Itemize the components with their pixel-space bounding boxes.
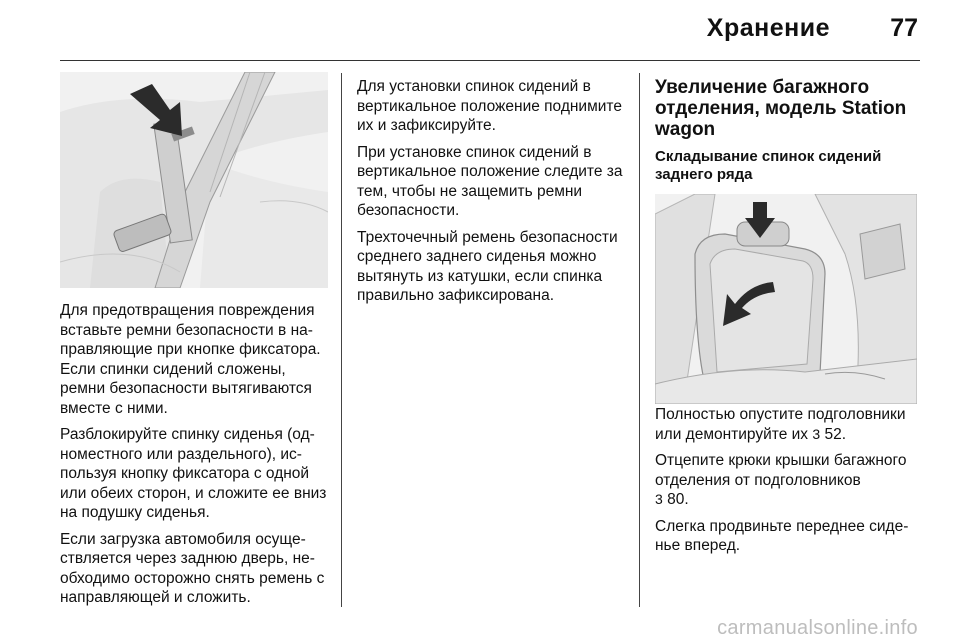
watermark: carmanualsonline.info (717, 617, 918, 639)
fold-seat-backrest-illustration (655, 194, 917, 404)
column-2-text (357, 77, 627, 313)
page-reference-icon: 3 (812, 425, 821, 442)
page-reference: 80. (667, 491, 689, 508)
paragraph: Слегка продвиньте переднее сиденье вперед. (655, 517, 909, 554)
column-divider-2 (639, 73, 640, 607)
column-1-text (60, 301, 328, 615)
paragraph: Трехточечный ремень безопасности среднего заднего сиденья можно вытянуть из катушки, если спинка правильно зафиксирована. (357, 228, 618, 304)
paragraph: Для предотвращения повреждения вставьте ремни безопасности в направляющие при кнопке фиксатора. Если спинки сидений сложены, ремни безопасности вытягиваются вместе с ними. (60, 302, 321, 417)
paragraph: При установке спинок сидений в вертикальное положение следите за тем, чтобы не защемить ремни безопасности. (357, 143, 623, 219)
page-section-title: Хранение (706, 14, 830, 42)
paragraph (655, 451, 925, 510)
column-divider-1 (341, 73, 342, 607)
section-heading: Увеличение багажного отделения, модель Station wagon (655, 77, 907, 140)
paragraph: Для установки спинок сидений в вертикальное положение поднимите их и зафиксируйте. (357, 78, 622, 134)
seat-belt-guide-illustration (60, 72, 328, 288)
page-reference: 52. (824, 425, 847, 443)
column-3-text (655, 405, 925, 563)
subsection-heading: Складывание спинок сидений заднего ряда (655, 148, 882, 183)
paragraph-text: Полностью опустите подголовники или демонтируйте их (655, 406, 906, 443)
paragraph: Разблокируйте спинку сиденья (одноместного или раздельного), используя кнопку фиксатора с одной или обеих сторон, и сложите ее вниз на подушку сиденья. (60, 426, 327, 521)
page-number: 77 (890, 14, 918, 42)
header-rule (60, 60, 920, 61)
paragraph: Если загрузка автомобиля осуществляется через заднюю дверь, необходимо осторожно снять ремень с направляющей и сложить. (60, 530, 325, 606)
paragraph (655, 405, 925, 444)
paragraph-text: Отцепите крюки крышки багажного отделения от подголовников (655, 452, 907, 489)
page-reference-icon: 3 (655, 491, 663, 507)
